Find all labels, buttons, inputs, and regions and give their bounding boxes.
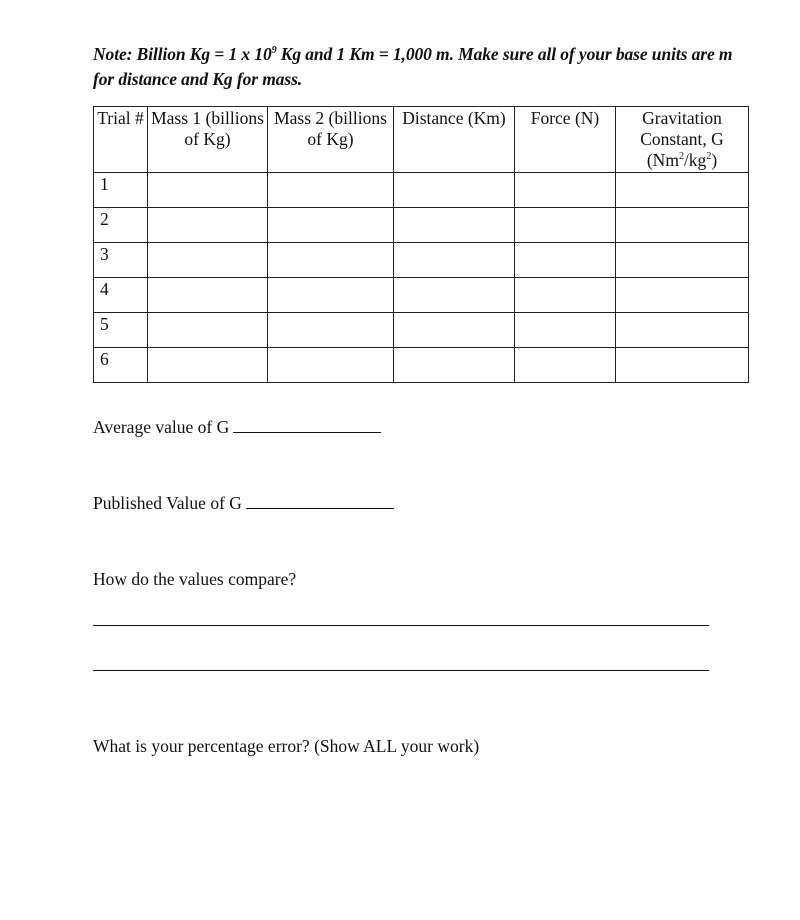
note-prefix: Note: Billion Kg = 1 x 10 — [93, 44, 272, 64]
trial-number: 1 — [94, 173, 148, 208]
table-row — [94, 173, 749, 208]
g-constant-cell[interactable] — [616, 173, 749, 208]
mass-1-cell[interactable] — [148, 173, 268, 208]
header-g-sup-1: 2 — [678, 151, 684, 163]
force-cell[interactable] — [515, 208, 616, 243]
mass-2-cell[interactable] — [268, 173, 394, 208]
header-mass-2: Mass 2 (billions of Kg) — [268, 107, 394, 173]
published-g-label: Published Value of G — [93, 493, 242, 513]
mass-1-cell[interactable] — [148, 208, 268, 243]
mass-1-cell[interactable] — [148, 243, 268, 278]
header-force: Force (N) — [515, 107, 616, 173]
mass-1-cell[interactable] — [148, 348, 268, 383]
table-header-row — [94, 107, 749, 173]
trial-data-table — [93, 106, 749, 383]
published-g-blank[interactable] — [246, 494, 394, 509]
compare-question: How do the values compare? — [93, 569, 297, 589]
distance-cell[interactable] — [394, 173, 515, 208]
table-row — [94, 348, 749, 383]
g-constant-cell[interactable] — [616, 313, 749, 348]
header-g-text: Gravitation Constant, G (Nm — [640, 108, 724, 170]
mass-2-cell[interactable] — [268, 278, 394, 313]
mass-2-cell[interactable] — [268, 348, 394, 383]
trial-number: 2 — [94, 208, 148, 243]
distance-cell[interactable] — [394, 278, 515, 313]
header-distance: Distance (Km) — [394, 107, 515, 173]
header-trial: Trial # — [94, 107, 148, 173]
table-row — [94, 313, 749, 348]
trial-number: 3 — [94, 243, 148, 278]
distance-cell[interactable] — [394, 348, 515, 383]
g-constant-cell[interactable] — [616, 243, 749, 278]
trial-number: 4 — [94, 278, 148, 313]
mass-2-cell[interactable] — [268, 243, 394, 278]
note-suffix: Kg and 1 Km = 1,000 m. Make sure all of your base units are m for distance and Kg for mass. — [93, 44, 733, 89]
force-cell[interactable] — [515, 173, 616, 208]
average-g-row — [93, 417, 381, 438]
mass-1-cell[interactable] — [148, 278, 268, 313]
g-constant-cell[interactable] — [616, 348, 749, 383]
force-cell[interactable] — [515, 278, 616, 313]
table-row — [94, 208, 749, 243]
table-row — [94, 278, 749, 313]
header-g-sup-2: 2 — [706, 151, 712, 163]
header-mass-1: Mass 1 (billions of Kg) — [148, 107, 268, 173]
header-gravitation-constant — [616, 107, 749, 173]
force-cell[interactable] — [515, 313, 616, 348]
g-constant-cell[interactable] — [616, 208, 749, 243]
compare-answer-line-2[interactable] — [93, 670, 709, 671]
g-constant-cell[interactable] — [616, 278, 749, 313]
distance-cell[interactable] — [394, 313, 515, 348]
force-cell[interactable] — [515, 243, 616, 278]
distance-cell[interactable] — [394, 208, 515, 243]
average-g-label: Average value of G — [93, 417, 230, 437]
header-g-text-3: ) — [711, 150, 718, 170]
instruction-note — [93, 42, 753, 92]
trial-number: 6 — [94, 348, 148, 383]
published-g-row — [93, 493, 394, 514]
percent-error-question: What is your percentage error? (Show ALL your work) — [93, 736, 480, 756]
header-g-text-2: /kg — [683, 150, 707, 170]
trial-number: 5 — [94, 313, 148, 348]
note-exponent: 9 — [271, 45, 277, 57]
mass-2-cell[interactable] — [268, 208, 394, 243]
compare-answer-line-1[interactable] — [93, 625, 709, 626]
force-cell[interactable] — [515, 348, 616, 383]
distance-cell[interactable] — [394, 243, 515, 278]
mass-2-cell[interactable] — [268, 313, 394, 348]
table-row — [94, 243, 749, 278]
average-g-blank[interactable] — [233, 418, 381, 433]
mass-1-cell[interactable] — [148, 313, 268, 348]
